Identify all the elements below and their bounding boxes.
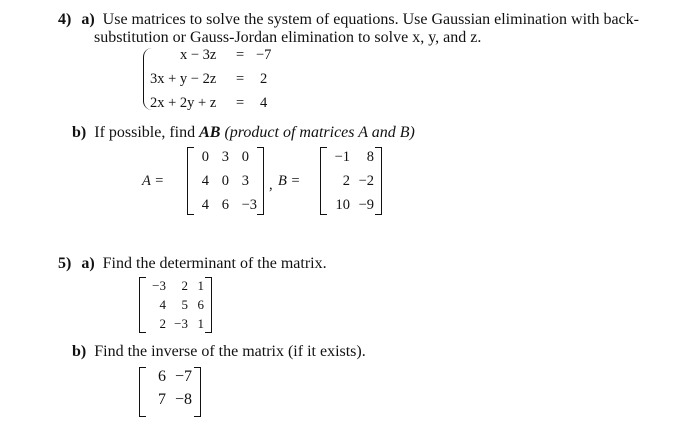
matrix-a-cell: 3 xyxy=(221,149,229,165)
matrix-b-cell: −2 xyxy=(358,173,374,189)
matrix-a-cell: 4 xyxy=(201,173,209,189)
matrix-separator-comma: , xyxy=(269,177,273,193)
matrix-b-cell: 10 xyxy=(335,197,350,213)
problem-5b-text: Find the inverse of the matrix (if it exists). xyxy=(94,343,366,360)
matrix-i-cell: 7 xyxy=(158,391,166,408)
matrix-d-cell: −3 xyxy=(152,278,166,293)
matrix-d-cell: 4 xyxy=(159,297,166,312)
matrix-a-cell: 3 xyxy=(241,173,249,189)
matrix-a-right-bracket xyxy=(257,147,264,215)
problem-4b-ab: AB xyxy=(199,124,221,141)
matrix-a-cell: 0 xyxy=(201,149,209,165)
eq2-rhs: 2 xyxy=(260,71,268,87)
matrix-d xyxy=(146,278,208,332)
matrix-b-left-bracket xyxy=(320,147,327,215)
matrix-d-cell: −3 xyxy=(174,316,188,331)
matrix-d-cell: 2 xyxy=(181,278,188,293)
matrix-b-cell: −9 xyxy=(358,197,374,213)
eq1-equals: = xyxy=(236,47,245,63)
matrix-b-cell: 2 xyxy=(342,173,350,189)
matrix-a-cell: 4 xyxy=(201,197,209,213)
eq1-lhs: x − 3z xyxy=(180,47,217,63)
matrix-i xyxy=(146,368,196,416)
matrix-b xyxy=(328,148,378,214)
problem-4-number: 4) xyxy=(58,11,72,28)
eq3-lhs: 2x + 2y + z xyxy=(150,95,217,111)
matrix-i-left-bracket xyxy=(139,367,146,417)
problem-5-heading xyxy=(58,255,327,273)
matrix-i-cell: −8 xyxy=(174,391,192,408)
problem-4b-pre: If possible, find xyxy=(94,124,196,141)
matrix-d-cell: 1 xyxy=(197,278,204,293)
matrix-b-name: B = xyxy=(278,173,301,189)
matrix-a-cell: 0 xyxy=(241,149,249,165)
eq2-equals: = xyxy=(236,71,245,87)
matrix-a-name: A = xyxy=(142,173,165,189)
problem-4b-label: b) xyxy=(72,124,87,141)
problem-5a-label: a) xyxy=(81,255,95,272)
matrix-d-cell: 2 xyxy=(159,316,166,331)
eq3-equals: = xyxy=(236,95,245,111)
problem-5-number: 5) xyxy=(58,255,72,272)
equation-system xyxy=(150,46,290,116)
problem-4b-post: (product of matrices A and B) xyxy=(224,124,415,141)
problem-4-heading xyxy=(58,11,639,29)
problem-4a-text-line1: Use matrices to solve the system of equations. Use Gaussian elimination with back- xyxy=(102,11,639,28)
matrix-d-left-bracket xyxy=(139,277,146,333)
problem-5b-label: b) xyxy=(72,343,87,360)
matrix-a-cell: 6 xyxy=(221,197,229,213)
problem-4a-label: a) xyxy=(81,11,95,28)
problem-5b-line xyxy=(72,343,366,361)
matrix-i-cell: 6 xyxy=(158,368,166,385)
matrix-a-left-bracket xyxy=(187,147,194,215)
matrix-d-cell: 1 xyxy=(197,316,204,331)
matrix-d-cell: 6 xyxy=(197,297,204,312)
eq1-rhs: −7 xyxy=(256,47,272,63)
problem-4b-line xyxy=(72,124,415,142)
problem-4a-text-line2: substitution or Gauss-Jordan elimination to solve x, y, and z. xyxy=(94,29,482,46)
eq3-rhs: 4 xyxy=(260,95,268,111)
matrix-a-cell: 0 xyxy=(221,173,229,189)
eq2-lhs: 3x + y − 2z xyxy=(150,71,217,87)
matrix-a xyxy=(195,148,257,214)
matrix-i-cell: −7 xyxy=(174,368,192,385)
matrix-d-cell: 5 xyxy=(181,297,188,312)
matrix-b-cell: 8 xyxy=(366,149,374,165)
matrix-b-cell: −1 xyxy=(334,149,350,165)
problem-5a-text: Find the determinant of the matrix. xyxy=(102,255,327,272)
matrix-a-cell: −3 xyxy=(241,197,257,213)
